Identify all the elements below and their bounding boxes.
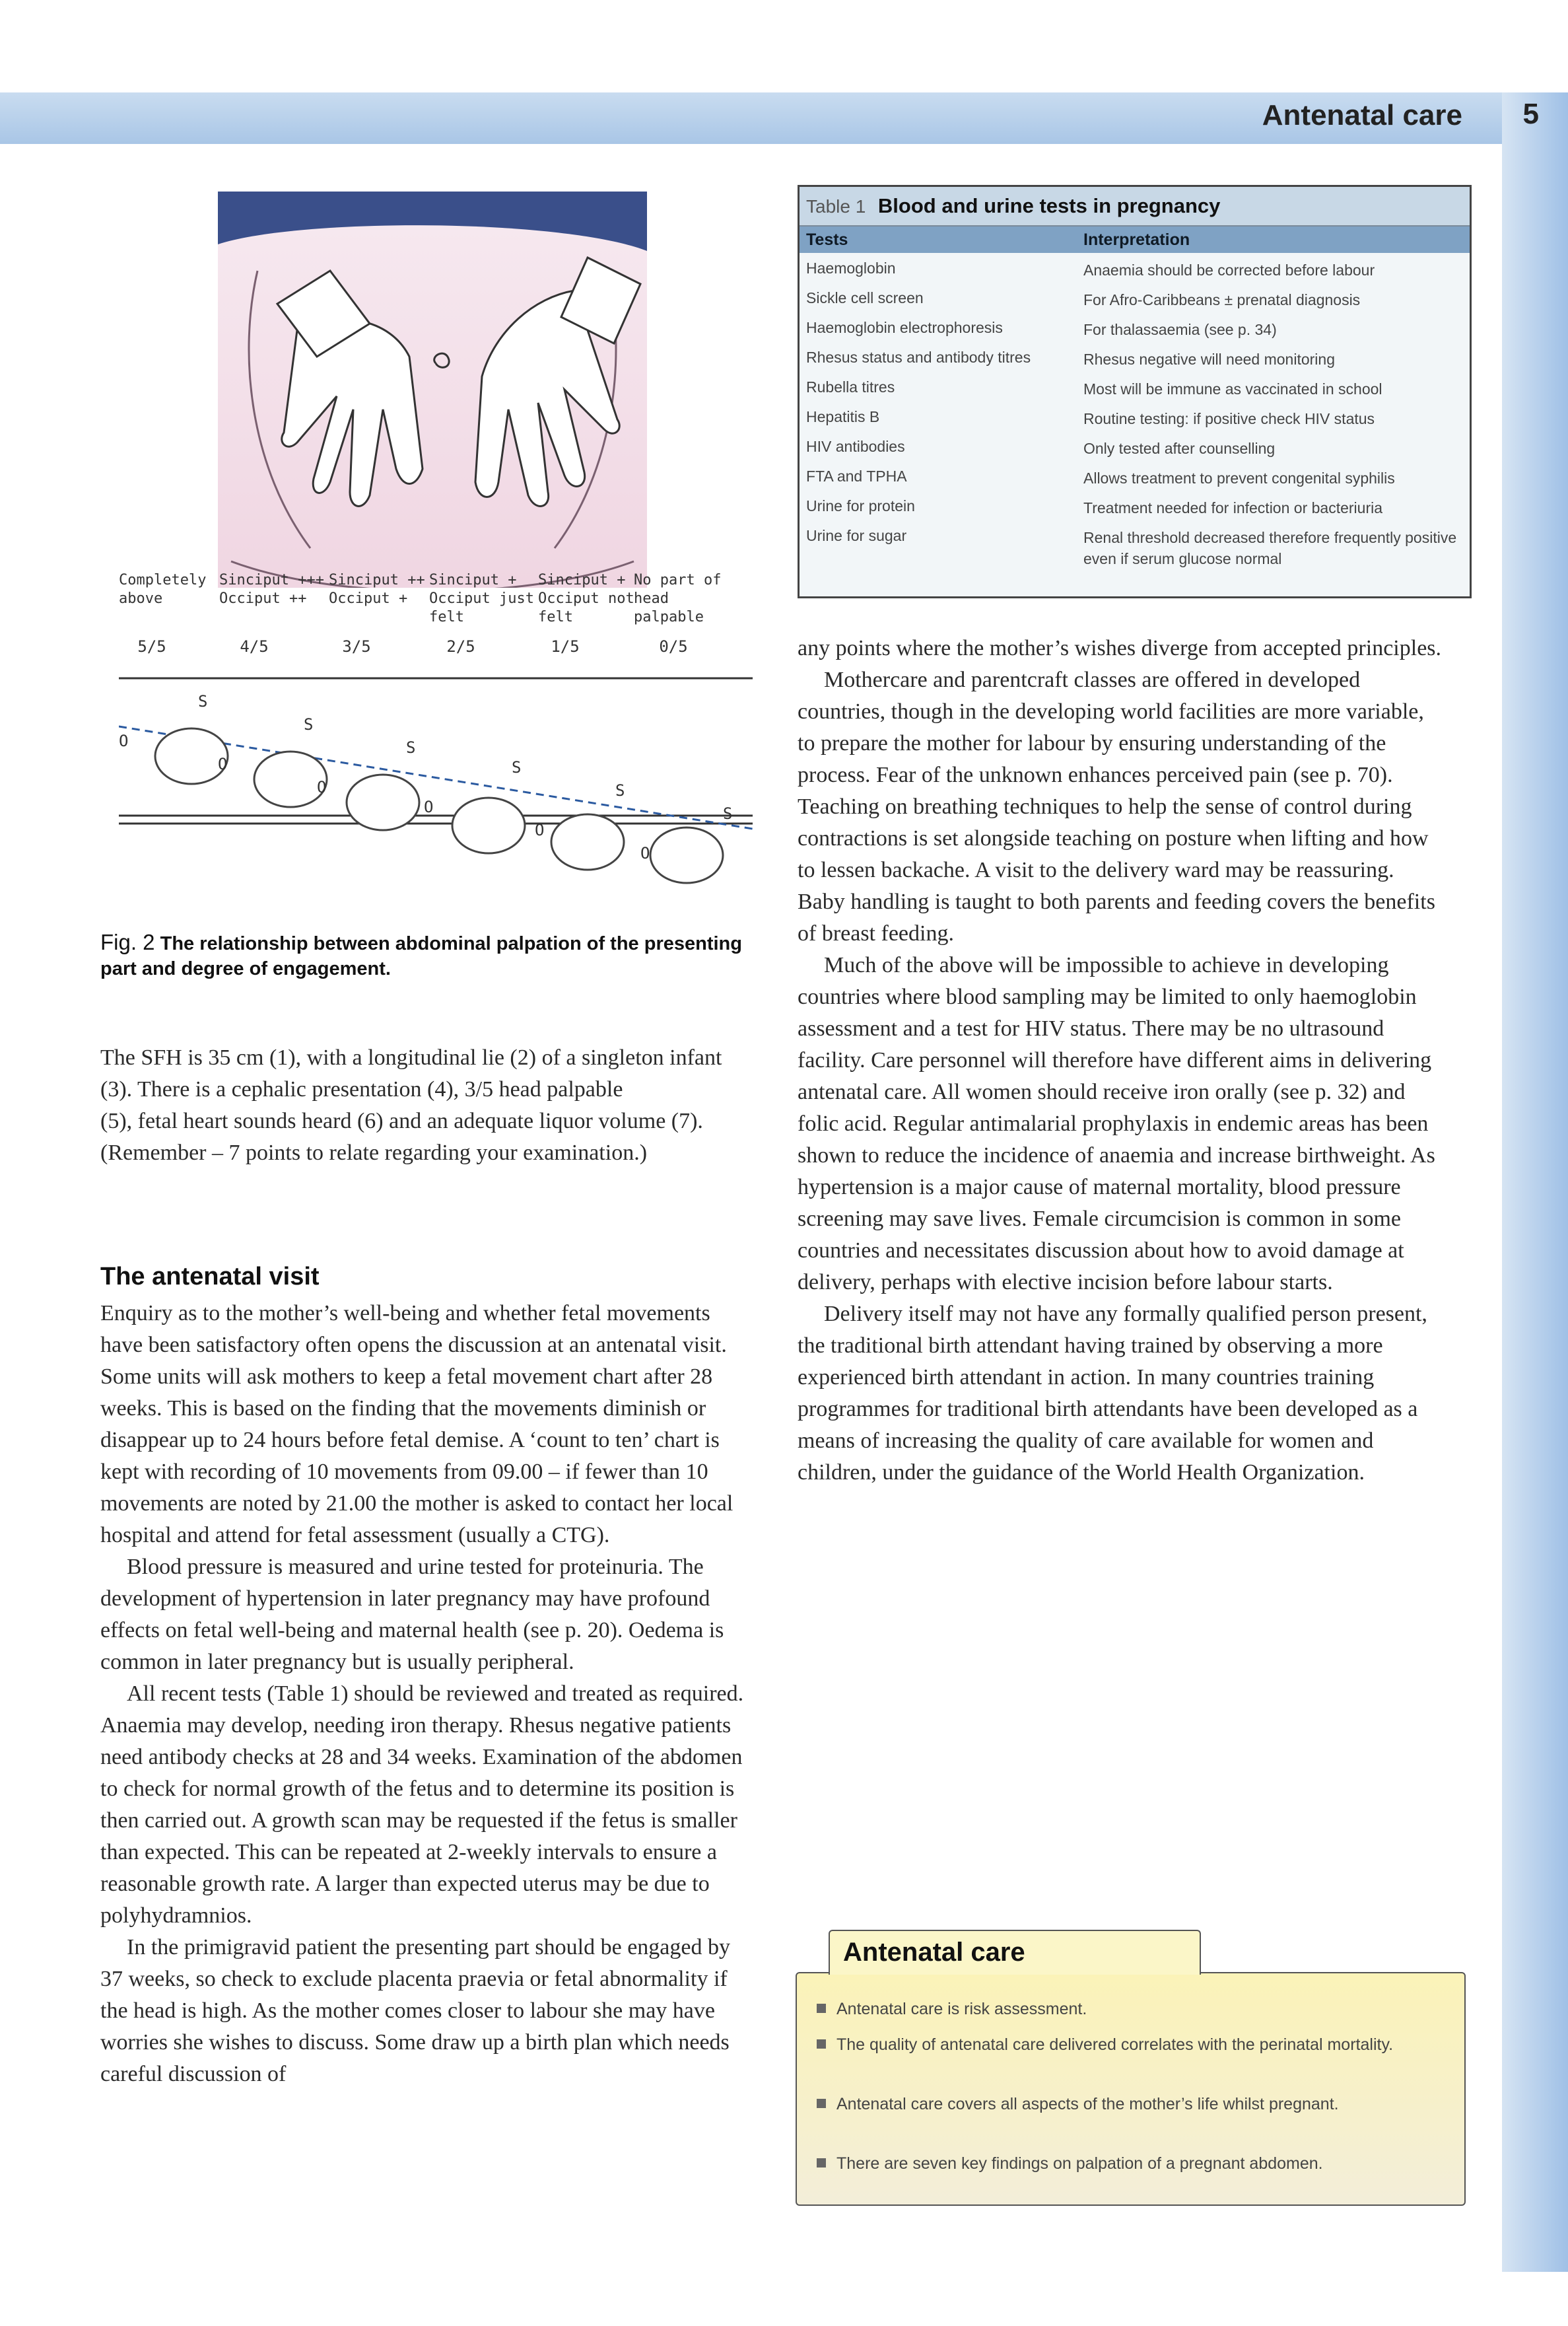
body-paragraph: Much of the above will be impossible to achieve in developing countries where blood sampling may be limited to only haemoglobin assessment and a test for HIV status. There may be no ultrasound facility. Care personnel will therefore have different aims in delivering antenatal care. All women should receive iron orally (see p. 32) and folic acid. Regular antimalarial prophylaxis in endemic areas has been shown to reduce the incidence of anaemia and increase birthweight. As hypertension is a major cause of maternal mortality, blood pressure screening may save lives. Female circumcision is common in some countries and necessitates discussion about how to avoid damage at delivery, perhaps with elective incision before labour starts. xyxy=(798,953,1435,1294)
engagement-fraction-6: 0/5 xyxy=(659,637,688,656)
bullet-icon xyxy=(817,2039,826,2049)
body-paragraph: Mothercare and parentcraft classes are offered in developed countries, though in the developing world facilities are more variable, to prepare the mother for labour by ensuring understanding of the process. Fear of the unknown enhances perceived pain (see p. 70). Teaching on breathing techniques to help the sense of control during contractions is set alongside teaching on posture when lifting and how to lessen backache. A visit to the delivery ward may be reassuring. Baby handling is taught to both parents and feeding covers the benefits of breast feeding. xyxy=(798,668,1435,946)
test-cell: HIV antibodies xyxy=(806,438,905,455)
table-row xyxy=(800,431,1470,461)
interpretation-cell: Most will be immune as vaccinated in school xyxy=(1083,380,1382,398)
bullet-icon xyxy=(817,2099,826,2108)
test-cell: Urine for protein xyxy=(806,497,915,514)
engagement-label-5: Sinciput + Occiput not felt xyxy=(538,572,634,625)
blood-urine-tests-table xyxy=(798,185,1472,598)
occiput-marker-3: O xyxy=(317,778,327,796)
table-row xyxy=(800,372,1470,402)
engagement-fraction-5: 1/5 xyxy=(551,637,580,656)
engagement-label-4: Sinciput + Occiput just felt xyxy=(429,572,534,625)
bullet-icon xyxy=(817,2004,826,2013)
table-row xyxy=(800,312,1470,342)
table-row xyxy=(800,283,1470,312)
interpretation-cell: Routine testing: if positive check HIV status xyxy=(1083,410,1375,427)
sinciput-marker-1: S xyxy=(198,692,208,711)
occiput-marker-2: O xyxy=(218,755,228,773)
engagement-label-1: Completely above xyxy=(119,572,207,607)
bullet-icon xyxy=(817,2158,826,2167)
test-cell: Hepatitis B xyxy=(806,408,880,425)
table-row xyxy=(800,520,1470,572)
interpretation-cell: For thalassaemia (see p. 34) xyxy=(1083,321,1277,338)
interpretation-cell: For Afro-Caribbeans ± prenatal diagnosis xyxy=(1083,291,1361,308)
sinciput-marker-2: S xyxy=(304,715,314,734)
figure-2 xyxy=(119,192,753,898)
test-cell: Sickle cell screen xyxy=(806,289,924,306)
figure-caption-text: The relationship between abdominal palpation of the presenting part and degree of engagement. xyxy=(100,933,742,979)
sinciput-marker-3: S xyxy=(406,738,416,757)
table-title-bar xyxy=(800,187,1470,227)
engagement-label-3: Sinciput ++ Occiput + xyxy=(329,572,425,607)
summary-bullet-text: Antenatal care covers all aspects of the mother’s life whilst pregnant. xyxy=(836,2095,1339,2113)
intro-paragraph: The SFH is 35 cm (1), with a longitudinal lie (2) of a singleton infant (3). There is a cephalic presentation (4), 3/5 head palpable xyxy=(100,1045,722,1102)
summary-title: Antenatal care xyxy=(843,1938,1025,1967)
table-header-row xyxy=(800,227,1470,253)
engagement-label-2: Sinciput +++ Occiput ++ xyxy=(219,572,324,607)
summary-tab xyxy=(829,1930,1201,1975)
summary-body xyxy=(796,1972,1466,2206)
summary-bullet xyxy=(817,1997,1444,2021)
interpretation-cell: Anaemia should be corrected before labour xyxy=(1083,262,1375,279)
test-cell: Rubella titres xyxy=(806,378,895,396)
sinciput-marker-6: S xyxy=(723,804,733,823)
column-header-interpretation: Interpretation xyxy=(1083,230,1190,249)
test-cell: Rhesus status and antibody titres xyxy=(806,349,1031,366)
table-row xyxy=(800,253,1470,283)
interpretation-cell: Allows treatment to prevent congenital syphilis xyxy=(1083,470,1395,487)
body-paragraph: In the primigravid patient the presenting part should be engaged by 37 weeks, so check to exclude placenta praevia or fetal abnormality if the head is high. As the mother comes closer to labour she may have worries she wishes to discuss. Some draw up a birth plan which needs careful discussion of xyxy=(100,1935,730,2086)
summary-bullet-text: Antenatal care is risk assessment. xyxy=(836,2000,1087,2018)
interpretation-cell: Treatment needed for infection or bacteriuria xyxy=(1083,499,1383,516)
running-header-title: Antenatal care xyxy=(1262,99,1462,131)
intro-paragraph-continued: (5), fetal heart sounds heard (6) and an adequate liquor volume (7). (Remember – 7 points to relate regarding your examination.) xyxy=(100,1109,703,1165)
left-body-text xyxy=(100,1298,747,2090)
table-row xyxy=(800,461,1470,491)
table-row xyxy=(800,402,1470,431)
engagement-fraction-2: 4/5 xyxy=(240,637,269,656)
summary-box xyxy=(796,1930,1466,2207)
engagement-fraction-1: 5/5 xyxy=(137,637,166,656)
occiput-marker-6: O xyxy=(640,844,650,863)
table-row xyxy=(800,342,1470,372)
engagement-diagram xyxy=(119,677,753,895)
summary-bullet xyxy=(817,2092,1444,2116)
interpretation-cell: Renal threshold decreased therefore frequently positive even if serum glucose normal xyxy=(1083,529,1457,567)
occiput-marker-1: O xyxy=(119,732,129,750)
sinciput-marker-5: S xyxy=(615,781,625,800)
body-paragraph: Delivery itself may not have any formally qualified person present, the traditional birth attendant having trained by observing a more experienced birth attendant in action. In many countries training programmes for traditional birth attendants have been developed as a means of increasing the quality of care available for women and children, under the guidance of the World Health Organization. xyxy=(798,1302,1427,1485)
test-cell: Haemoglobin electrophoresis xyxy=(806,319,1003,336)
table-row xyxy=(800,491,1470,520)
page-edge-tab xyxy=(1502,92,1568,2272)
engagement-label-6: No part of head palpable xyxy=(634,572,722,625)
occiput-marker-4: O xyxy=(424,798,434,816)
figure-caption xyxy=(100,930,747,981)
body-paragraph: Blood pressure is measured and urine tested for proteinuria. The development of hypertension in later pregnancy may have profound effects on fetal well-being and maternal health (see p. 20). Oedema is common in later pregnancy but is usually peripheral. xyxy=(100,1555,724,1674)
section-heading: The antenatal visit xyxy=(100,1263,320,1290)
summary-bullet xyxy=(817,2152,1444,2175)
table-number: Table 1 xyxy=(806,196,866,217)
sinciput-marker-4: S xyxy=(512,758,522,777)
test-cell: Haemoglobin xyxy=(806,260,896,277)
left-intro-text xyxy=(100,1042,747,1169)
body-paragraph: any points where the mother’s wishes diverge from accepted principles. xyxy=(798,636,1442,660)
summary-bullet xyxy=(817,2033,1444,2057)
test-cell: Urine for sugar xyxy=(806,527,907,544)
test-cell: FTA and TPHA xyxy=(806,468,907,485)
summary-bullet-text: There are seven key findings on palpation of a pregnant abdomen. xyxy=(836,2154,1323,2173)
occiput-marker-5: O xyxy=(535,821,545,839)
column-header-tests: Tests xyxy=(806,230,848,249)
abdominal-palpation-illustration xyxy=(218,192,647,588)
interpretation-cell: Only tested after counselling xyxy=(1083,440,1276,457)
engagement-fraction-4: 2/5 xyxy=(446,637,475,656)
summary-bullet-text: The quality of antenatal care delivered correlates with the perinatal mortality. xyxy=(836,2035,1394,2054)
body-paragraph: Enquiry as to the mother’s well-being and whether fetal movements have been satisfactory often opens the discussion at an antenatal visit. Some units will ask mothers to keep a fetal movement chart after 28 weeks. This is based on the finding that the movements diminish or disappear up to 24 hours before fetal demise. A ‘count to ten’ chart is kept with recording of 10 movements from 09.00 – if fewer than 10 movements are noted by 21.00 the mother is asked to contact her local hospital and attend for fetal assessment (usually a CTG). xyxy=(100,1301,733,1547)
interpretation-cell: Rhesus negative will need monitoring xyxy=(1083,351,1335,368)
engagement-fraction-3: 3/5 xyxy=(342,637,371,656)
right-body-text xyxy=(798,633,1445,1489)
figure-number: Fig. 2 xyxy=(100,930,155,954)
body-paragraph: All recent tests (Table 1) should be reviewed and treated as required. Anaemia may develop, needing iron therapy. Rhesus negative patients need antibody checks at 28 and 34 weeks. Examination of the abdomen to check for normal growth of the fetus and to determine its position is then carried out. A growth scan may be requested if the fetus is smaller than expected. This can be repeated at 2-weekly intervals to ensure a reasonable growth rate. A larger than expected uterus may be due to polyhydramnios. xyxy=(100,1681,744,1928)
page-number: 5 xyxy=(1522,98,1539,130)
table-title: Blood and urine tests in pregnancy xyxy=(877,194,1221,217)
